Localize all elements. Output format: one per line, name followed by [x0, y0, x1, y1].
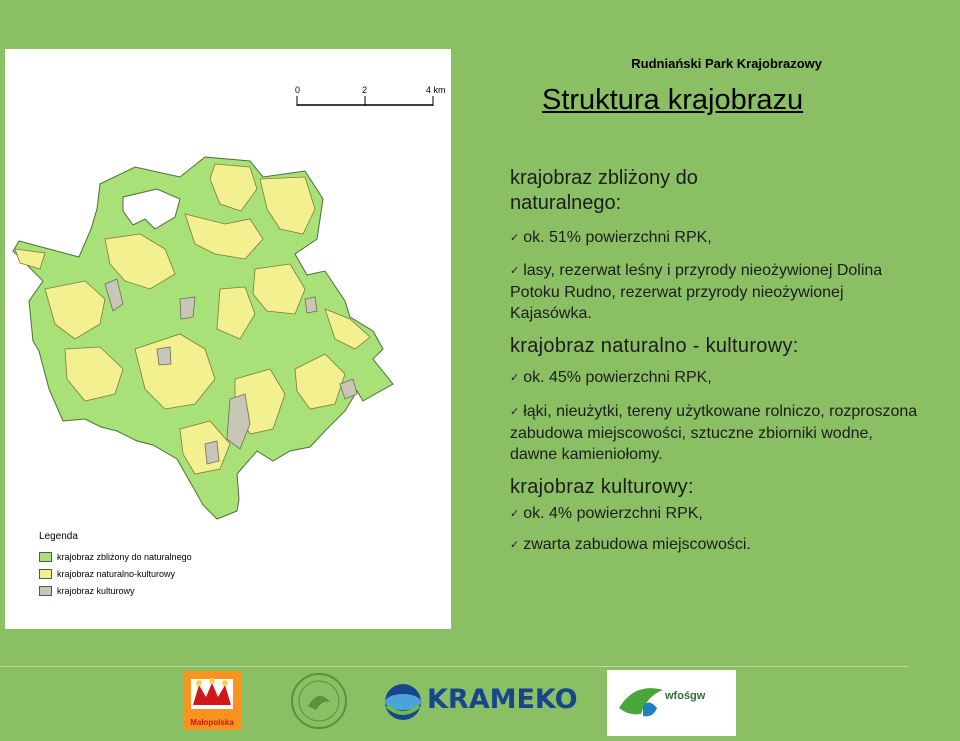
scale-label-2: 2 [362, 85, 368, 95]
legend-swatch-natural [39, 552, 52, 562]
list-item: ✓ ok. 51% powierzchni RPK, [510, 229, 712, 246]
check-icon: ✓ [510, 232, 520, 244]
check-icon: ✓ [510, 508, 520, 520]
section-title-seminatural: krajobraz naturalno - kulturowy: [510, 335, 799, 357]
legend-swatch-seminatural [39, 569, 52, 579]
legend-item [39, 582, 192, 599]
check-icon: ✓ [510, 372, 520, 384]
legend-item [39, 565, 192, 582]
wfosgw-logo-text: wfośgw [665, 690, 706, 702]
malopolska-logo [183, 671, 241, 730]
list-item: ✓ łąki, nieużytki, tereny użytkowane rolniczo, rozproszona zabudowa miejscowości, sztuczne zbiorniki wodne, dawne kamieniołomy. [510, 403, 918, 463]
list-item: ✓ ok. 45% powierzchni RPK, [510, 369, 712, 386]
scale-label-0: 0 [295, 85, 301, 95]
legend-item [39, 548, 192, 565]
list-item: ✓ lasy, rezerwat leśny i przyrody nieożywionej Dolina Potoku Rudno, rezerwat przyrody nieożywionej Kajasówka. [510, 262, 883, 322]
check-icon: ✓ [510, 265, 520, 277]
krameko-logo [381, 680, 586, 724]
legend-label: krajobraz zbliżony do naturalnego [57, 551, 192, 562]
legend-swatch-cultural [39, 586, 52, 596]
wfosgw-leaf-icon [613, 678, 669, 728]
content-area [510, 166, 920, 556]
map-panel [5, 49, 451, 629]
section-title-cultural: krajobraz kulturowy: [510, 476, 694, 498]
check-icon: ✓ [510, 406, 520, 418]
legend-label: krajobraz kulturowy [57, 585, 135, 596]
check-icon: ✓ [510, 539, 520, 551]
scale-label-4km: 4 km [426, 85, 446, 95]
footer-divider [0, 666, 908, 667]
scale-bar [297, 96, 433, 106]
wfosgw-logo [607, 670, 736, 736]
seal-icon [290, 672, 348, 730]
krameko-globe-icon [381, 680, 425, 724]
page-title: Struktura krajobrazu [542, 84, 804, 116]
list-item: ✓ zwarta zabudowa miejscowości. [510, 536, 751, 553]
section-title-natural: krajobraz zbliżony do naturalnego: [510, 167, 698, 214]
park-name: Rudniański Park Krajobrazowy [631, 56, 822, 71]
list-item: ✓ ok. 4% powierzchni RPK, [510, 505, 703, 522]
krameko-logo-text: KRAMEKO [427, 684, 578, 715]
legend-label: krajobraz naturalno-kulturowy [57, 568, 176, 579]
park-seal-logo [290, 672, 348, 730]
legend-title: Legenda [39, 531, 78, 542]
malopolska-logo-text: Małopolska [190, 718, 234, 727]
malopolska-emblem-icon [183, 671, 241, 715]
map-legend [39, 531, 192, 599]
